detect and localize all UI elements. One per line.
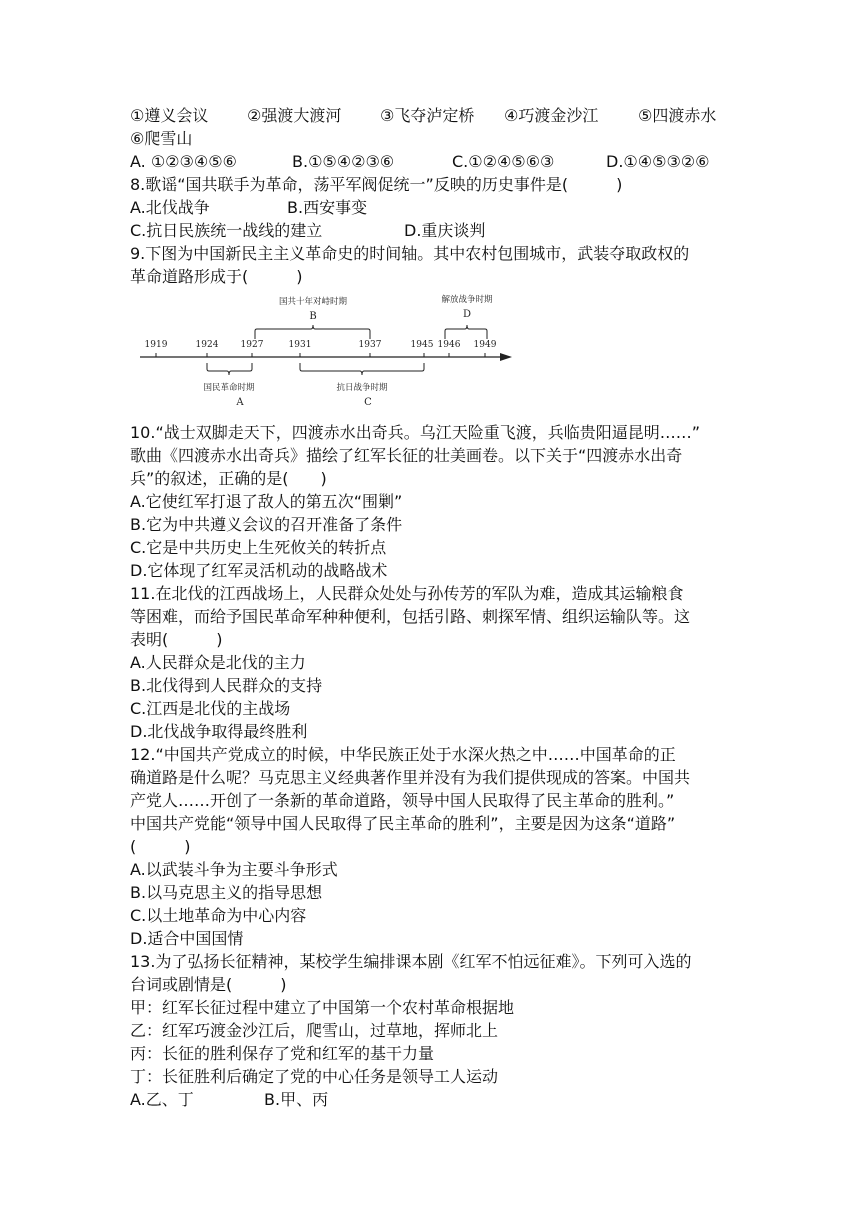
q12-option-d: D.适合中国国情 — [130, 929, 244, 948]
timeline-year: 1946 — [437, 340, 461, 350]
period-a-label: 国民革命时期 — [203, 383, 255, 393]
q12-stem-line: 12.“中国共产党成立的时候，中华民族正处于水深火热之中……中国革命的正 — [130, 745, 676, 764]
q11-stem-line: 11.在北伐的江西战场上，人民群众处处与孙传芳的军队为难，造成其运输粮食 — [130, 584, 684, 603]
q13-item: 甲：红军长征过程中建立了中国第一个农村革命根据地 — [130, 998, 515, 1017]
period-c-bracket — [300, 363, 424, 375]
q7-option-a: A. ①②③④⑤⑥ — [130, 152, 237, 171]
q12-option-c: C.以土地革命为中心内容 — [130, 906, 307, 925]
period-d-label: 解放战争时期 — [441, 295, 493, 305]
q7-event: ①遵义会议 — [130, 106, 209, 125]
q11-option-d: D.北伐战争取得最终胜利 — [130, 722, 308, 741]
timeline-year: 1919 — [144, 340, 168, 350]
q11-option-a: A.人民群众是北伐的主力 — [130, 653, 306, 672]
q13-stem-line: 13.为了弘扬长征精神，某校学生编排课本剧《红军不怕远征难》。下列可入选的 — [130, 952, 692, 971]
timeline-year: 1937 — [358, 340, 382, 350]
period-a-letter: A — [236, 397, 244, 408]
q12-stem-line: 产党人……开创了一条新的革命道路，领导中国人民取得了民主革命的胜利。” — [130, 791, 675, 810]
q12-option-b: B.以马克思主义的指导思想 — [130, 883, 323, 902]
q12-stem-line: ( ) — [130, 837, 191, 856]
period-b-letter: B — [309, 311, 317, 322]
q7-option-d: D.①④⑤③②⑥ — [606, 152, 710, 171]
timeline-year: 1924 — [195, 340, 219, 350]
q9-stem-line: 9.下图为中国新民主主义革命史的时间轴。其中农村包围城市，武装夺取政权的 — [130, 244, 690, 263]
q12-option-a: A.以武装斗争为主要斗争形式 — [130, 860, 338, 879]
period-d-bracket — [445, 325, 487, 339]
q8-option-b: B.西安事变 — [287, 198, 368, 217]
timeline-year: 1927 — [240, 340, 264, 350]
q10-option-c: C.它是中共历史上生死攸关的转折点 — [130, 538, 387, 557]
q10-option-b: B.它为中共遵义会议的召开准备了条件 — [130, 515, 403, 534]
q7-event: ③飞夺泸定桥 — [380, 106, 475, 125]
q8-option-a: A.北伐战争 — [130, 198, 210, 217]
q12-stem-line: 中国共产党能“领导中国人民取得了民主革命的胜利”，主要是因为这条“道路” — [130, 814, 676, 833]
q8-stem: 8.歌谣“国共联手为革命，荡平军阀促统一”反映的历史事件是( ) — [130, 175, 623, 194]
timeline-year: 1949 — [473, 340, 497, 350]
period-b-bracket — [255, 325, 370, 339]
q13-option-b: B.甲、丙 — [264, 1090, 329, 1109]
period-c-label: 抗日战争时期 — [336, 383, 388, 393]
q13-option-a: A.乙、丁 — [130, 1090, 194, 1109]
period-d-letter: D — [462, 309, 472, 320]
q13-item: 丙：长征的胜利保存了党和红军的基干力量 — [130, 1044, 435, 1063]
q12-stem-line: 确道路是什么呢？马克思主义经典著作里并没有为我们提供现成的答案。中国共 — [130, 768, 691, 787]
period-a-bracket — [207, 363, 252, 375]
period-c-letter: C — [364, 397, 372, 408]
q8-option-d: D.重庆谈判 — [404, 221, 486, 240]
q7-event: ②强渡大渡河 — [247, 106, 342, 125]
q10-stem-line: 10.“战士双脚走天下，四渡赤水出奇兵。乌江天险重飞渡，兵临贵阳逼昆明……” — [130, 423, 701, 442]
q10-option-a: A.它使红军打退了敌人的第五次“围剿” — [130, 492, 403, 511]
q7-event: ⑤四渡赤水 — [638, 106, 717, 125]
q7-option-b: B.①⑤④②③⑥ — [292, 152, 395, 171]
timeline-figure — [140, 291, 520, 416]
q13-item: 丁：长征胜利后确定了党的中心任务是领导工人运动 — [130, 1067, 499, 1086]
q11-option-c: C.江西是北伐的主战场 — [130, 699, 291, 718]
timeline-year: 1945 — [410, 340, 434, 350]
timeline-arrow-icon — [500, 353, 512, 361]
q11-stem-line: 等困难，而给予国民革命军种种便利，包括引路、刺探军情、组织运输队等。这 — [130, 607, 691, 626]
timeline-year: 1931 — [288, 340, 312, 350]
q13-item: 乙：红军巧渡金沙江后，爬雪山，过草地，挥师北上 — [130, 1021, 499, 1040]
q7-event: ⑥爬雪山 — [130, 129, 193, 148]
q10-stem-line: 兵”的叙述，正确的是( ) — [130, 469, 327, 488]
q11-option-b: B.北伐得到人民群众的支持 — [130, 676, 323, 695]
q9-stem-line: 革命道路形成于( ) — [130, 267, 303, 286]
q10-option-d: D.它体现了红军灵活机动的战略战术 — [130, 561, 388, 580]
q8-option-c: C.抗日民族统一战线的建立 — [130, 221, 323, 240]
q11-stem-line: 表明( ) — [130, 630, 223, 649]
q7-event: ④巧渡金沙江 — [504, 106, 599, 125]
q13-stem-line: 台词或剧情是( ) — [130, 975, 287, 994]
q10-stem-line: 歌曲《四渡赤水出奇兵》描绘了红军长征的壮美画卷。以下关于“四渡赤水出奇 — [130, 446, 683, 465]
q7-option-c: C.①②④⑤⑥③ — [452, 152, 555, 171]
period-b-label: 国共十年对峙时期 — [278, 297, 348, 307]
